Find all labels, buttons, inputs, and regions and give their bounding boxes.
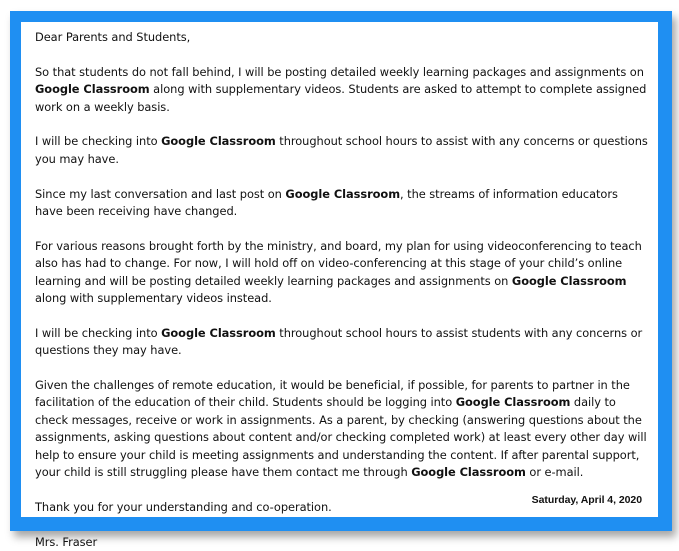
signature: Mrs. Fraser	[35, 534, 98, 549]
google-classroom-text: Google Classroom	[35, 82, 150, 97]
paragraph-last-conversation: Since my last conversation and last post on Google Classroom, the streams of information educators have been receiving have changed.	[35, 186, 618, 219]
closing: Thank you for your understanding and co-operation.	[35, 499, 332, 514]
paragraph-checking-hours: I will be checking into Google Classroom throughout school hours to assist with any concerns or questions you may have.	[35, 134, 648, 166]
google-classroom-text: Google Classroom	[455, 395, 571, 410]
paragraph-posting-packages: So that students do not fall behind, I will be posting detailed weekly learning packages and assignments on Google Classroom along with supplementary videos. Students are asked to attempt to complete assigned work on a weekly basis.	[35, 64, 647, 114]
google-classroom-text: Google Classroom	[411, 465, 526, 480]
paragraph-videoconferencing: For various reasons brought forth by the ministry, and board, my plan for using videoconferencing to teach also has had to change. For now, I will hold off on video-conferencing at this stage of your child’s online learning and will be posting detailed weekly learning packages and assignments on Google Classroom along with supplementary videos instead.	[35, 238, 642, 306]
letter-body	[21, 22, 658, 549]
greeting: Dear Parents and Students,	[35, 30, 191, 44]
letter-date: Saturday, April 4, 2020	[531, 493, 642, 506]
paragraph-assist-students: I will be checking into Google Classroom throughout school hours to assist students with any concerns or questions they may have.	[35, 325, 643, 358]
google-classroom-text: Google Classroom	[285, 186, 401, 201]
google-classroom-text: Google Classroom	[161, 134, 276, 149]
google-classroom-text: Google Classroom	[511, 273, 627, 288]
google-classroom-text: Google Classroom	[161, 325, 276, 340]
paragraph-parents-partner: Given the challenges of remote education, it would be beneficial, if possible, for parents to partner in the facilitation of the education of their child. Students should be logging into Google Classroom daily to check messages, receive or work in assignments. As a parent, by checking (answering questions about the assignments, asking questions about content and/or checking completed work) at least every other day will help to ensure your child is meeting assignments and understanding the content. If after parental support, your child is still struggling please have them contact me through Google Classroom or e-mail.	[35, 378, 647, 480]
